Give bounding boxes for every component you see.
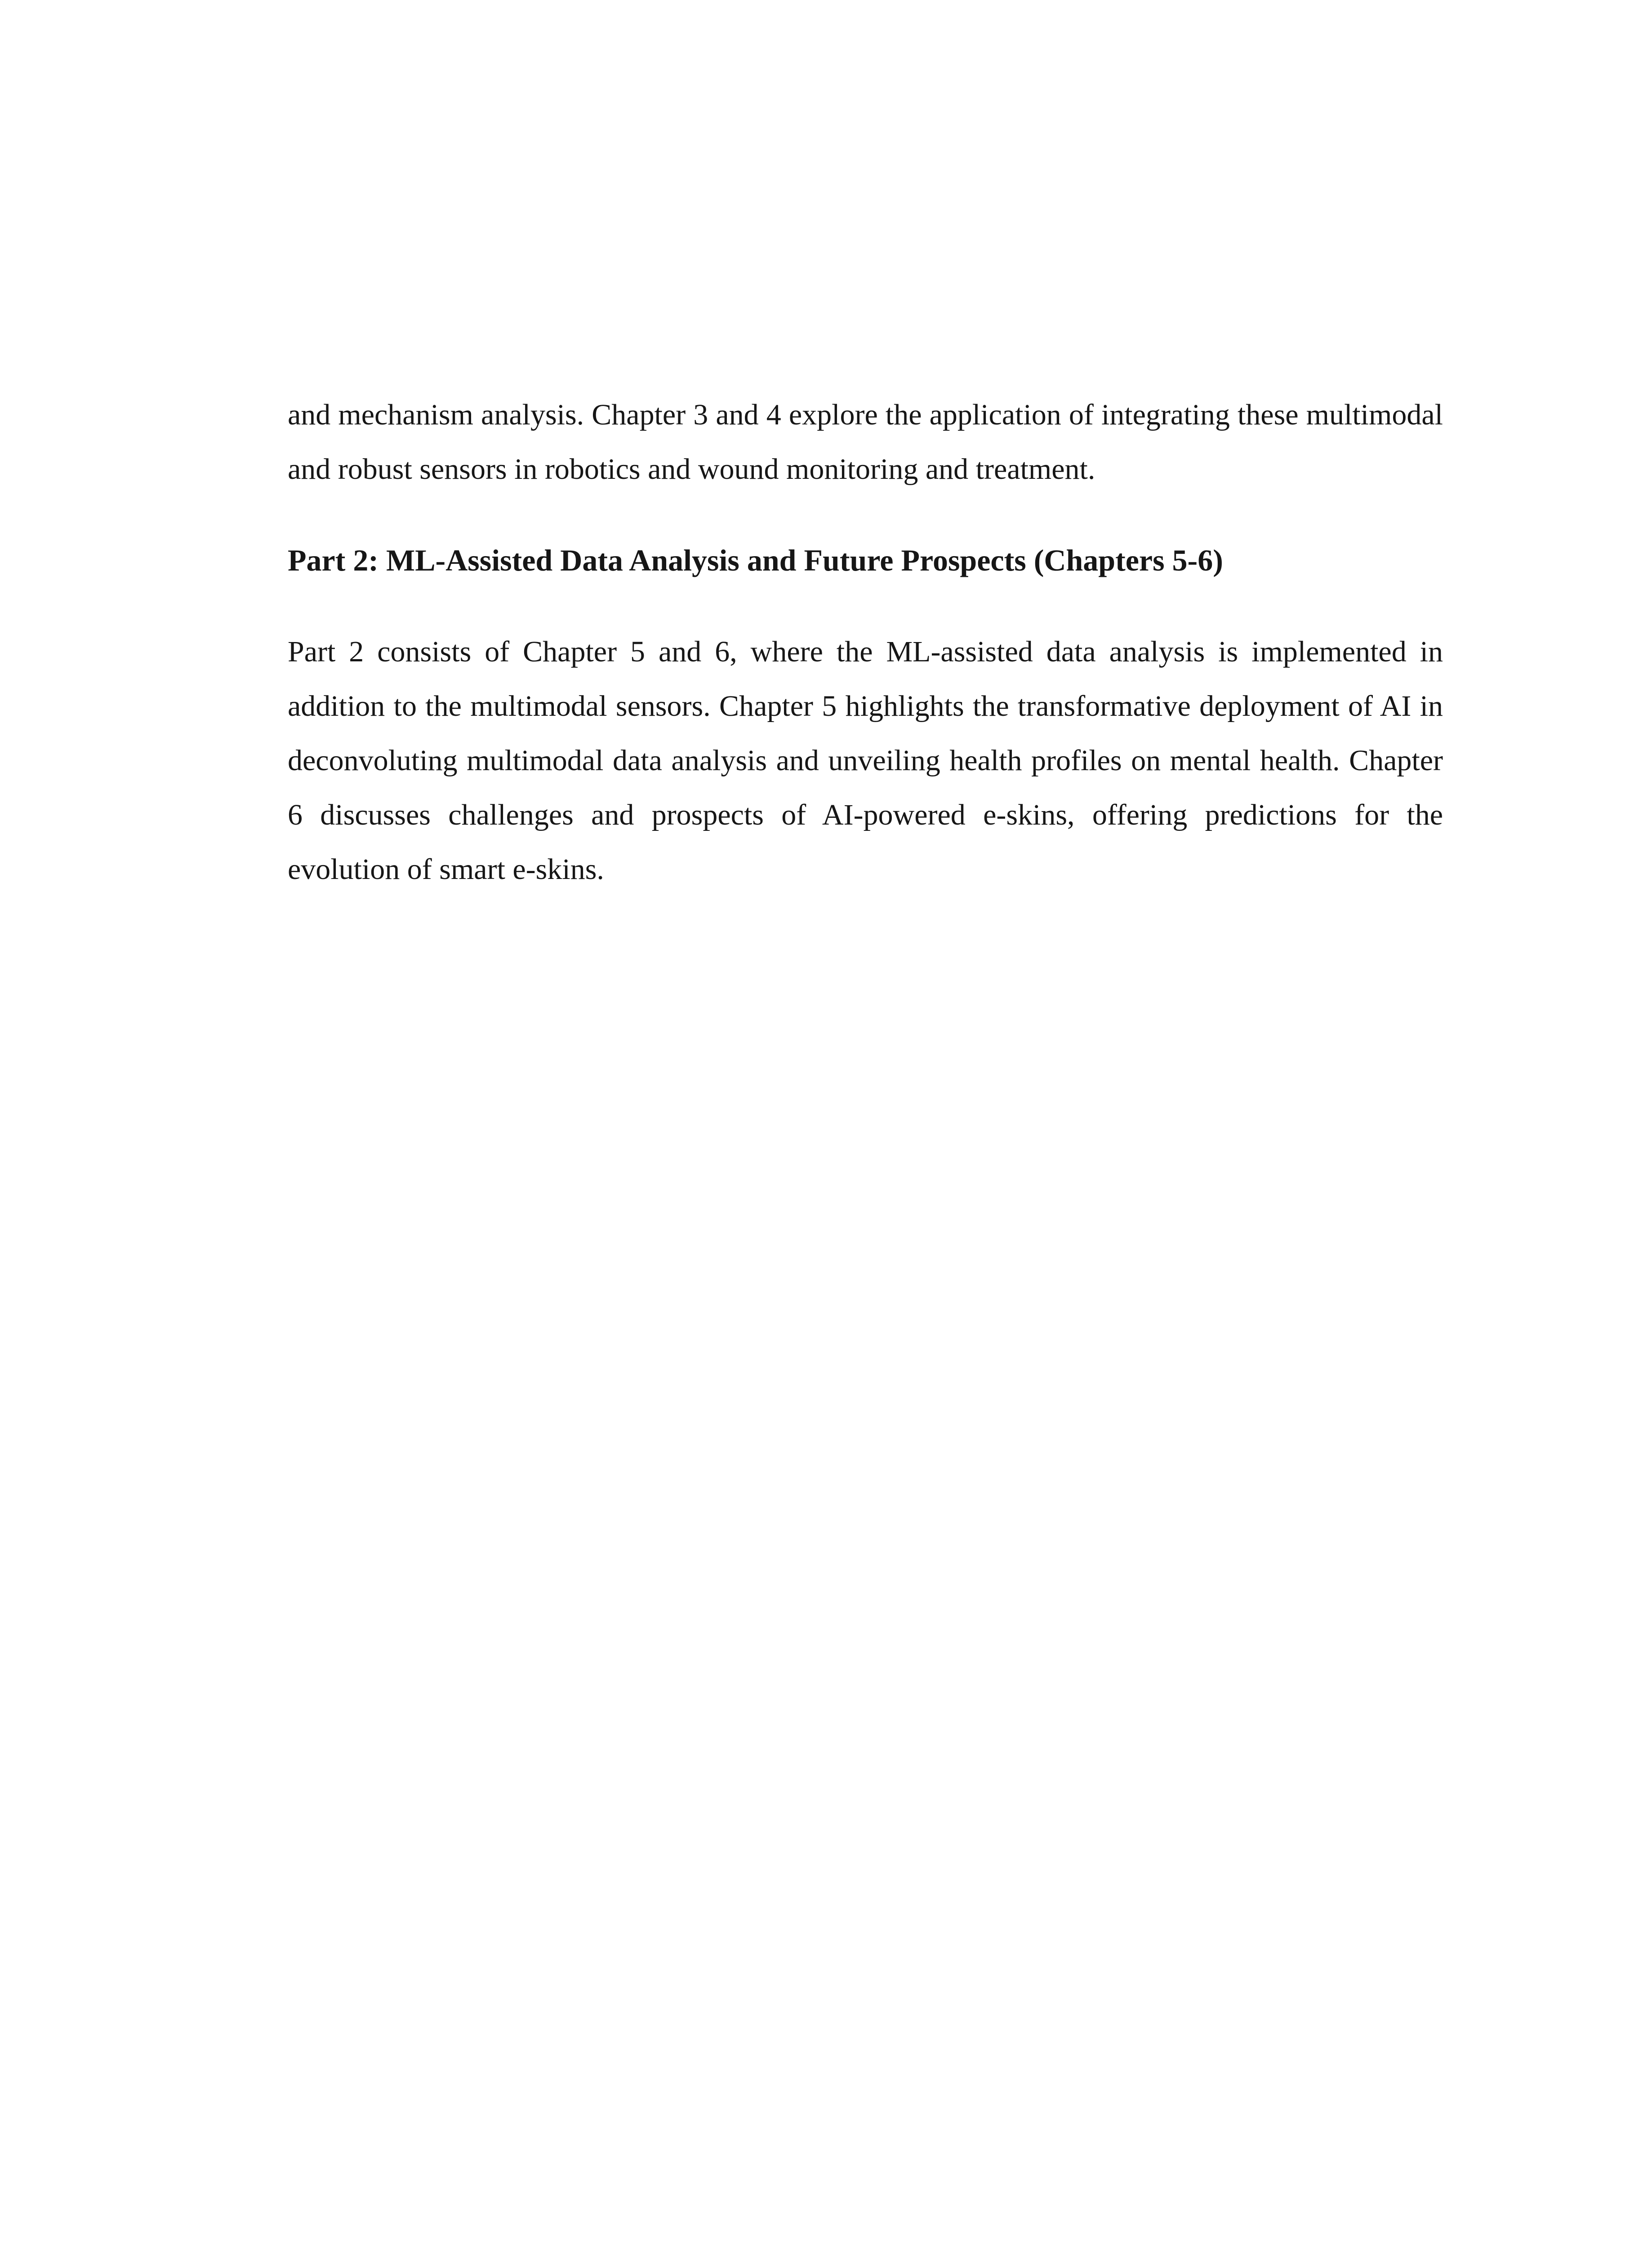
- page-body: [288, 388, 1443, 897]
- paragraph-part-2: Part 2 consists of Chapter 5 and 6, where the ML-assisted data analysis is implemented in addition to the multimodal sensors. Chapter 5 highlights the transformative deployment of AI in deconvoluting multimodal data analysis and unveiling health profiles on mental health. Chapter 6 discusses challenges and prospects of AI-powered e-skins, offering predictions for the evolution of smart e-skins.: [288, 635, 1443, 886]
- section-heading: Part 2: ML-Assisted Data Analysis and Future Prospects (Chapters 5-6): [288, 543, 1223, 577]
- paragraph-continuation: and mechanism analysis. Chapter 3 and 4 explore the application of integrating these multimodal and robust sensors in robotics and wound monitoring and treatment.: [288, 398, 1443, 486]
